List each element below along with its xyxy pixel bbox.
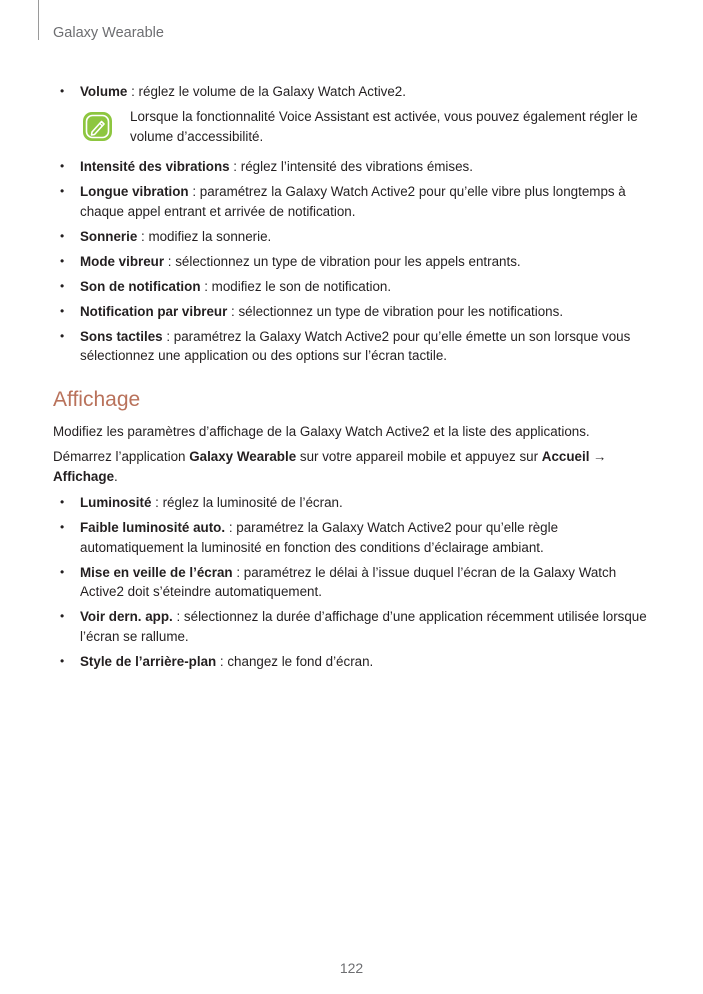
bullet-icon: • [60,495,65,509]
item-desc: : réglez la luminosité de l’écran. [151,495,343,510]
list-item [53,227,653,247]
section-title: Affichage [53,387,141,411]
item-term: Longue vibration [80,184,189,199]
bullet-icon: • [60,653,65,668]
launch-text-2: sur votre appareil mobile et appuyez sur [296,449,542,464]
bullet-icon: • [60,253,65,268]
item-term: Mode vibreur [80,253,165,269]
item-term: Luminosité [80,495,152,510]
bullet-icon: • [60,159,65,173]
item-term: Mise en veille de l’écran [80,564,233,580]
item-term: Son de notification [80,278,201,294]
note-pencil-icon [82,111,113,142]
list-item [53,327,653,366]
item-term: Volume [80,84,128,99]
item-desc: : sélectionnez un type de vibration pour les appels entrants. [164,253,521,269]
item-term: Notification par vibreur [80,303,228,319]
list-item [53,518,653,557]
list-item [53,182,653,221]
item-desc: : modifiez le son de notification. [200,278,392,294]
sound-settings-list-a [53,82,653,102]
launch-instruction [53,447,653,486]
item-desc: : paramétrez la Galaxy Watch Active2 pour qu’elle règle automatiquement la luminosité en fonction des conditions d’éclairage ambiant. [80,520,559,555]
path-arrow-icon: → [589,449,607,464]
item-term: Sons tactiles [80,328,163,344]
header-rule [38,0,39,40]
list-item [53,82,653,102]
note-text: Lorsque la fonctionnalité Voice Assistant est activée, vous pouvez également régler le volume d’accessibilité. [130,109,638,144]
bullet-icon: • [60,520,65,534]
item-desc: : modifiez la sonnerie. [137,228,272,244]
launch-text-1: Démarrez l’application [53,449,190,464]
item-desc: : paramétrez le délai à l’issue duquel l’écran de la Galaxy Watch Active2 doit s’éteindre automatiquement. [80,564,617,599]
list-item [53,252,653,272]
page-content [53,82,653,677]
item-desc: : paramétrez la Galaxy Watch Active2 pour qu’elle émette un son lorsque vous sélectionnez une application ou des options sur l’écran tactile. [80,328,631,363]
list-item [53,563,653,602]
note-box [53,107,653,149]
item-term: Sonnerie [80,228,138,244]
bullet-icon: • [60,328,65,343]
item-desc: : sélectionnez la durée d’affichage d’une application récemment utilisée lorsque l’écran se rallume. [80,609,647,644]
bullet-icon: • [60,84,65,98]
item-desc: : réglez le volume de la Galaxy Watch Active2. [127,84,406,99]
list-item [53,302,653,322]
page-number: 122 [339,960,364,976]
list-item [53,607,653,646]
item-term: Style de l’arrière-plan [80,653,217,669]
item-desc: : réglez l’intensité des vibrations émises. [229,159,473,174]
list-item [53,493,653,513]
bullet-icon: • [60,228,65,243]
list-item [53,157,653,177]
item-desc: : paramétrez la Galaxy Watch Active2 pour qu’elle vibre plus longtemps à chaque appel entrant et arrivée de notification. [80,184,626,219]
sound-settings-list-b [53,157,653,366]
display-settings-list [53,493,653,671]
list-item [53,277,653,297]
launch-end: . [114,468,118,484]
bullet-icon: • [60,278,65,293]
item-term: Faible luminosité auto. [80,520,226,535]
bullet-icon: • [60,609,65,623]
bullet-icon: • [60,184,65,198]
item-desc: : changez le fond d’écran. [216,653,374,669]
path-affichage: Affichage [53,468,115,484]
list-item [53,652,653,672]
header-title: Galaxy Wearable [53,25,164,41]
bullet-icon: • [60,303,65,318]
bullet-icon: • [60,564,65,579]
item-term: Voir dern. app. [80,609,173,624]
app-name: Galaxy Wearable [189,449,297,464]
section-intro: Modifiez les paramètres d’affichage de la Galaxy Watch Active2 et la liste des applications. [53,423,590,439]
item-term: Intensité des vibrations [80,159,230,174]
path-accueil: Accueil [541,449,590,464]
item-desc: : sélectionnez un type de vibration pour les notifications. [227,303,564,319]
